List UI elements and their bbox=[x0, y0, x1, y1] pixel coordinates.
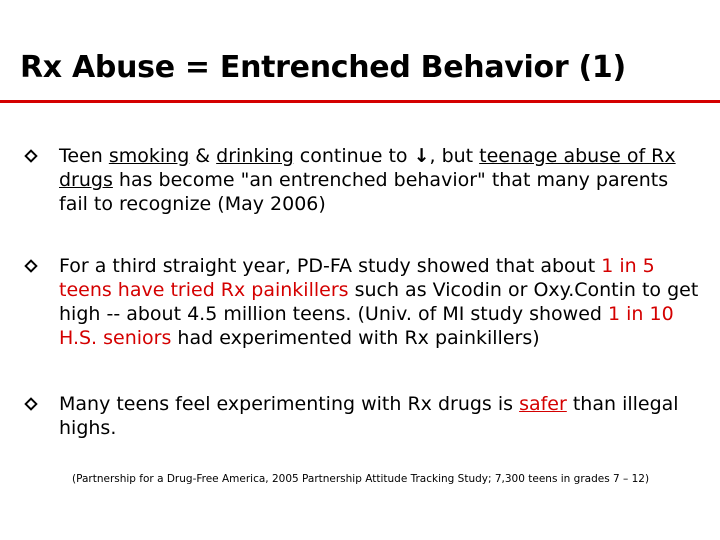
bullet-item-1 bbox=[26, 144, 701, 216]
slide-title: Rx Abuse = Entrenched Behavior (1) bbox=[20, 50, 626, 85]
text-safer: safer bbox=[519, 393, 567, 415]
bullet-list bbox=[26, 144, 701, 478]
diamond-bullet-icon bbox=[24, 259, 37, 272]
text-smoking: smoking bbox=[108, 145, 190, 167]
text: & bbox=[189, 145, 217, 167]
text: has become "an entrenched behavior" that many parents fail to recognize (May 2006) bbox=[59, 169, 669, 215]
text-drinking: drinking bbox=[216, 145, 294, 167]
text-teenage-abuse: teenage abuse of Rx drugs bbox=[59, 145, 676, 191]
text: , but bbox=[429, 145, 480, 167]
diamond-bullet-icon bbox=[24, 149, 37, 162]
highlight-1-in-5: 1 in 5 teens have tried Rx painkillers bbox=[59, 255, 655, 301]
bullet-item-2 bbox=[26, 254, 701, 350]
text: Teen bbox=[59, 145, 109, 167]
text: such as Vicodin or Oxy.Contin to get high -- about 4.5 million teens. (Univ. of MI study showed bbox=[59, 279, 699, 325]
title-divider bbox=[0, 100, 720, 103]
text: continue to bbox=[293, 145, 414, 167]
text: than illegal highs. bbox=[59, 393, 679, 439]
highlight-1-in-10: 1 in 10 H.S. seniors bbox=[59, 303, 674, 349]
source-footnote: (Partnership for a Drug-Free America, 2005 Partnership Attitude Tracking Study; 7,300 teens in grades 7 – 12) bbox=[72, 473, 650, 485]
bullet-item-3 bbox=[26, 392, 701, 440]
diamond-bullet-icon bbox=[24, 397, 37, 410]
text: Many teens feel experimenting with Rx drugs is bbox=[59, 393, 520, 415]
text: For a third straight year, PD-FA study showed that about bbox=[59, 255, 602, 277]
down-arrow-icon: ↓ bbox=[413, 145, 430, 167]
text: had experimented with Rx painkillers) bbox=[171, 327, 540, 349]
